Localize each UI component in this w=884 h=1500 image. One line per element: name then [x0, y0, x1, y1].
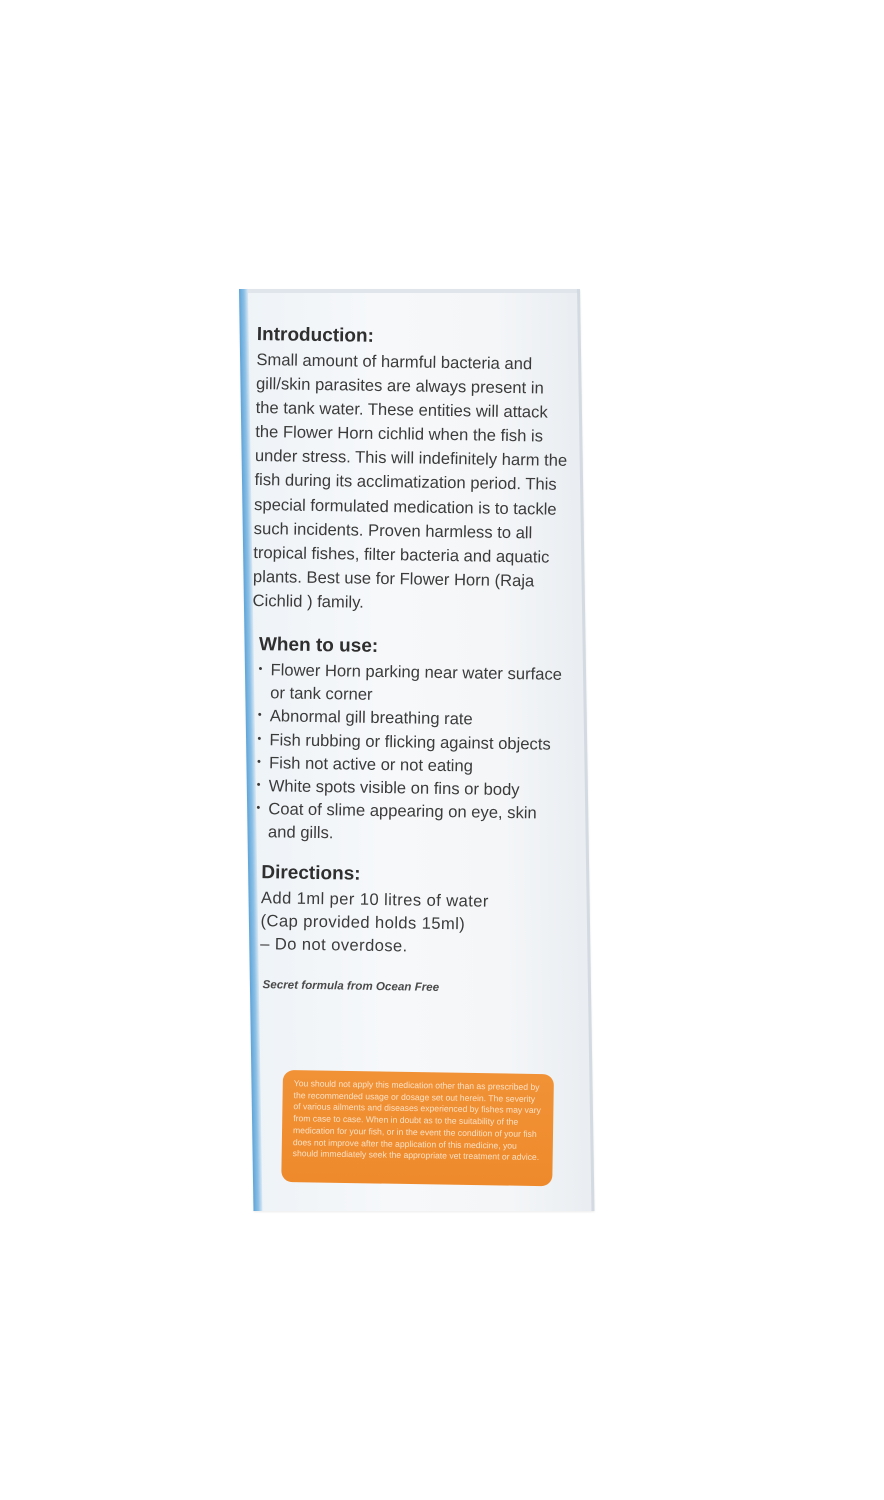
- introduction-body: Small amount of harmful bacteria and gill/skin parasites are always present in the tank water. These entities will attack the Flower Horn cichlid when the fish is under stress. This will indefinitely harm the fish during its acclimatization period. This special formulated medication is to tackle such incidents. Proven harmless to all tropical fishes, filter bacteria and aquatic plants. Best use for Flower Horn (Raja Cichlid ) family.: [252, 349, 568, 612]
- when-to-use-heading: When to use:: [258, 634, 379, 657]
- directions-line: – Do not overdose.: [260, 933, 408, 956]
- list-item: • Fish not active or not eating: [257, 751, 565, 779]
- list-item: • Fish rubbing or flicking against objects: [257, 728, 565, 756]
- introduction-section: [252, 322, 572, 618]
- box-top-edge: [239, 289, 580, 293]
- when-to-use-section: [256, 632, 567, 848]
- box-right-edge: [577, 289, 594, 1211]
- list-item: • Coat of slime appearing on eye, skin and gills.: [256, 797, 565, 848]
- secret-formula-note: Secret formula from Ocean Free: [262, 977, 440, 994]
- warning-panel: [281, 1070, 554, 1186]
- list-item: • Abnormal gill breathing rate: [258, 705, 566, 733]
- directions-section: [260, 860, 563, 960]
- directions-heading: Directions:: [261, 861, 361, 885]
- when-to-use-list: [256, 658, 567, 848]
- directions-line: Add 1ml per 10 litres of water: [260, 887, 489, 911]
- warning-text: You should not apply this medication other than as prescribed by the recommended usage or dosage set out herein. The severity of various ailments and diseases experienced by fishes may vary from case to case. When in doubt as to the suitability of the medication for your fish, or in the event the condition of your fish does not improve after the application of this medicine, you should immediately seek the appropriate vet treatment or advice.: [292, 1078, 541, 1163]
- label-text-content: [246, 322, 571, 996]
- directions-line: (Cap provided holds 15ml): [260, 910, 466, 933]
- introduction-heading: Introduction:: [256, 323, 375, 347]
- list-item: • White spots visible on fins or body: [257, 774, 565, 802]
- list-item: • Flower Horn parking near water surface or tank corner: [258, 658, 567, 709]
